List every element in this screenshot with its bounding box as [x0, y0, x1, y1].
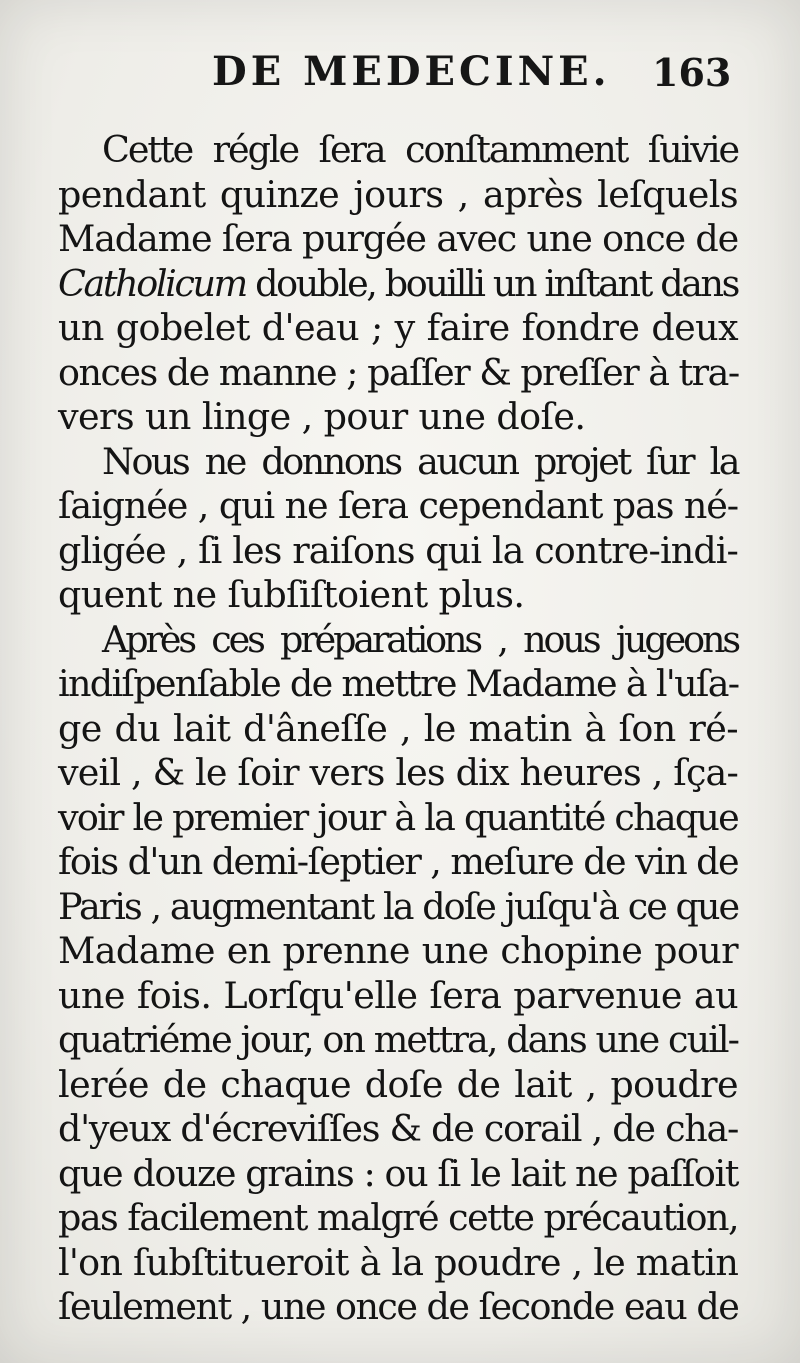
text-line: Après ces préparations , nous jugeons — [102, 617, 738, 661]
text-line: l'on ſubſtitueroit à la poudre , le matin — [58, 1240, 739, 1284]
text-line: Nous ne donnons aucun projet ſur la — [102, 439, 738, 483]
paragraph — [58, 440, 738, 618]
text-line: gligée , ſi les raiſons qui la contre-indi- — [58, 528, 738, 572]
page-number: 163 — [652, 50, 732, 95]
text-line: ge du lait d'âneſſe , le matin à ſon ré- — [58, 706, 738, 750]
text-line: ſeulement , une once de ſeconde eau de — [58, 1285, 739, 1328]
text-line: ſaignée , qui ne ſera cependant pas né- — [58, 484, 738, 527]
text-line: pas facilement malgré cette précaution, — [58, 1196, 738, 1239]
text-line: fois d'un demi-ſeptier , meſure de vin de — [58, 840, 738, 883]
text-line: Paris , augmentant la doſe juſqu'à ce que — [58, 884, 739, 928]
text-line: que douze grains : ou ſi le lait ne paſſoit — [58, 1151, 739, 1195]
text-line: Madame en prenne une chopine pour — [58, 929, 738, 972]
body-text — [58, 128, 738, 1330]
text-line: lerée de chaque doſe de lait , poudre — [58, 1062, 738, 1106]
text-line: un gobelet d'eau ; y faire fondre deux — [58, 306, 738, 349]
italic-term: Catholicum — [58, 261, 246, 305]
text-line: indiſpenſable de mettre Madame à l'uſa- — [58, 662, 739, 705]
text-line — [58, 262, 738, 307]
running-head: DE MEDECINE. — [212, 48, 611, 95]
paragraph — [58, 618, 738, 1330]
text-line: Madame ſera purgée avec une once de — [58, 217, 738, 260]
text-run: double, bouilli un inſtant dans — [245, 261, 738, 305]
text-line: une fois. Lorſqu'elle ſera parvenue au — [58, 973, 738, 1017]
text-line: d'yeux d'écreviſſes & de corail , de cha- — [58, 1107, 738, 1150]
text-line: quatriéme jour, on mettra, dans une cuil- — [58, 1018, 738, 1061]
text-line: voir le premier jour à la quantité chaque — [58, 795, 738, 839]
text-line: onces de manne ; paſſer & preſſer à tra- — [58, 350, 739, 394]
text-line: pendant quinze jours , après leſquels — [58, 172, 738, 216]
text-line: quent ne ſubſiſtoient plus. — [58, 573, 525, 616]
text-line: veil , & le ſoir vers les dix heures , ſça- — [58, 751, 738, 794]
text-line: Cette régle ſera conſtamment ſuivie — [102, 128, 738, 171]
paragraph — [58, 128, 738, 440]
page-header — [0, 44, 800, 104]
text-line: vers un linge , pour une doſe. — [58, 395, 586, 438]
